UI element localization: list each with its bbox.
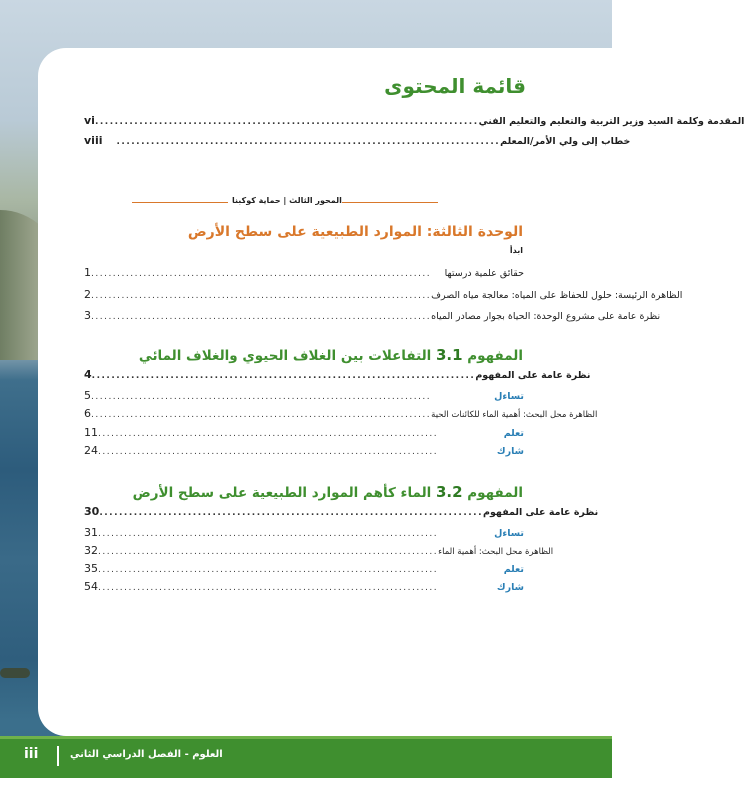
- toc-text: الظاهرة محل البحث: أهمية الماء للكائنات الحية: [431, 410, 598, 420]
- toc-leader: ..............................................................................: [91, 269, 432, 279]
- toc-leader: ..............................................................................: [99, 508, 483, 518]
- toc-page: 32: [84, 544, 98, 557]
- concept-title-3-1: [139, 346, 523, 364]
- toc-text: الظاهرة محل البحث: أهمية الماء: [438, 547, 554, 557]
- toc-row-c2-4[interactable]: [84, 562, 524, 576]
- toc-row-unit-2[interactable]: [84, 288, 683, 302]
- axis-label: المحور الثالث | حماية كوكبنا: [232, 196, 342, 205]
- toc-page: 54: [84, 580, 98, 593]
- toc-leader: ..............................................................................: [98, 565, 439, 575]
- toc-leader: ..............................................................................: [94, 117, 479, 127]
- toc-row-unit-3[interactable]: [84, 309, 661, 323]
- footer-margin: [0, 778, 612, 792]
- toc-page: 3: [84, 309, 91, 322]
- toc-text: تعلم: [503, 428, 524, 439]
- footer-page-number: iii: [24, 746, 39, 762]
- toc-leader: ..............................................................................: [98, 429, 439, 439]
- axis-divider-right: [342, 202, 438, 203]
- toc-leader: ..............................................................................: [116, 137, 501, 147]
- concept-number: 3.2: [435, 483, 463, 501]
- concept-number: 3.1: [435, 346, 463, 364]
- concept-prefix: المفهوم: [467, 348, 523, 364]
- toc-page: 30: [84, 505, 100, 518]
- toc-row-c1-5[interactable]: [84, 444, 524, 458]
- toc-leader: ..............................................................................: [91, 312, 432, 322]
- footer-rule: [0, 736, 612, 739]
- toc-text: حقائق علمية درستها: [444, 268, 524, 279]
- toc-row-unit-1[interactable]: [84, 266, 524, 280]
- toc-leader: ..............................................................................: [91, 392, 432, 402]
- toc-page: 1: [84, 266, 91, 279]
- toc-page: 24: [84, 444, 98, 457]
- toc-leader: ..............................................................................: [98, 547, 439, 557]
- toc-leader: ..............................................................................: [98, 529, 439, 539]
- toc-page: 6: [84, 407, 91, 420]
- footer-band: [0, 736, 612, 778]
- toc-text: تساءل: [494, 391, 524, 402]
- toc-text: نظرة عامة على المفهوم: [483, 507, 599, 518]
- concept-title-3-2: [133, 483, 523, 501]
- toc-leader: ..............................................................................: [91, 291, 432, 301]
- concept-prefix: المفهوم: [467, 485, 523, 501]
- toc-text: نظرة عامة على المفهوم: [475, 370, 591, 381]
- toc-text: تساءل: [494, 528, 524, 539]
- toc-leader: ..............................................................................: [98, 583, 439, 593]
- toc-row-c1-2[interactable]: [84, 389, 524, 403]
- unit-title: الوحدة الثالثة: الموارد الطبيعية على سطح الأرض: [187, 224, 523, 240]
- page-title: قائمة المحتوى: [384, 74, 526, 98]
- footer-separator: [57, 746, 59, 766]
- toc-row-c1-4[interactable]: [84, 426, 524, 440]
- toc-page: 31: [84, 526, 98, 539]
- toc-text: شارك: [496, 446, 524, 457]
- toc-row-c2-3[interactable]: [84, 544, 554, 558]
- toc-text: تعلم: [503, 564, 524, 575]
- toc-row-c1-3[interactable]: [84, 407, 598, 421]
- toc-leader: ..............................................................................: [91, 371, 476, 381]
- toc-text: المقدمة وكلمة السيد وزير التربية والتعليم والتعليم الفني: [478, 116, 744, 127]
- toc-page: 35: [84, 562, 98, 575]
- toc-row-c2-5[interactable]: [84, 580, 524, 594]
- toc-text: الظاهرة الرئيسة: حلول للحفاظ على المياه: معالجة مياه الصرف: [431, 290, 683, 301]
- toc-row-front-2[interactable]: [84, 134, 631, 148]
- toc-row-c2-2[interactable]: [84, 526, 524, 540]
- toc-leader: ..............................................................................: [91, 410, 432, 420]
- footer-book-title: العلوم - الفصل الدراسي الثاني: [70, 749, 223, 760]
- toc-row-front-1[interactable]: [84, 114, 744, 128]
- toc-text: خطاب إلى ولي الأمر/المعلم: [500, 136, 631, 147]
- toc-page: 5: [84, 389, 91, 402]
- toc-leader: ..............................................................................: [98, 447, 439, 457]
- toc-page: vi: [84, 114, 95, 127]
- toc-page: 4: [84, 368, 92, 381]
- toc-row-c2-1[interactable]: [84, 505, 599, 519]
- toc-row-c1-1[interactable]: [84, 368, 591, 382]
- axis-divider-left: [132, 202, 228, 203]
- begin-label: ابدأ: [509, 246, 523, 255]
- toc-page: 2: [84, 288, 91, 301]
- toc-page: 11: [84, 426, 98, 439]
- concept-heading: الماء كأهم الموارد الطبيعية على سطح الأرض: [132, 485, 432, 501]
- concept-heading: التفاعلات بين الغلاف الحيوي والغلاف المائي: [138, 348, 432, 364]
- toc-page: viii: [84, 134, 103, 147]
- toc-text: شارك: [496, 582, 524, 593]
- toc-text: نظرة عامة على مشروع الوحدة: الحياة بجوار مصادر المياه: [431, 311, 661, 322]
- background-island: [0, 668, 30, 678]
